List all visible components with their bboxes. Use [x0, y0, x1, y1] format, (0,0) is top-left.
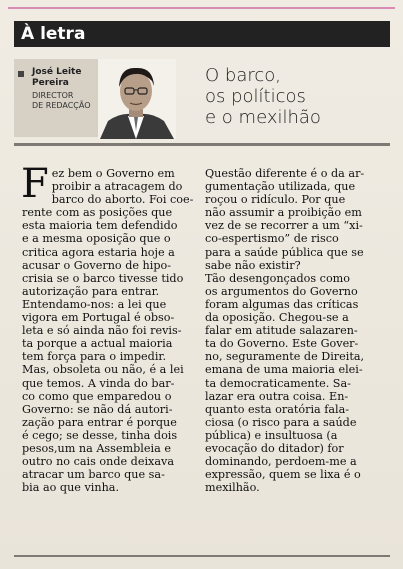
text-line: vigora em Portugal é obso-: [22, 311, 175, 325]
top-border-line: [8, 7, 395, 9]
text-line: atracar um barco que sa-: [22, 468, 165, 482]
text-line: não assumir a proibição em: [205, 206, 362, 220]
text-line: que temos. A vinda do bar-: [22, 376, 175, 390]
text-line: falar em atitude salazaren-: [205, 324, 358, 338]
text-line: lazar era outra coisa. En-: [205, 389, 349, 403]
text-line: roçou o ridículo. Por que: [205, 193, 346, 207]
text-line: ta porque a actual maioria: [22, 337, 173, 351]
text-line: ciosa (o risco para a saúde: [205, 415, 357, 429]
author-role: DIRECTOR DE REDACÇÃO: [32, 91, 91, 110]
text-line: dominando, perdoem-me a: [205, 455, 357, 469]
drop-cap: F: [21, 161, 49, 207]
article-column-right: [205, 167, 381, 494]
text-line: gumentação utilizada, que: [205, 180, 356, 194]
text-line: critica agora estaria hoje a: [22, 245, 175, 259]
author-name: José Leite Pereira: [32, 67, 82, 88]
text-line: outro no cais onde deixava: [22, 455, 174, 469]
text-line: proibir a atracagem do: [51, 180, 183, 194]
text-line: pública) e insultuosa (a: [205, 428, 338, 442]
text-line: co-espertismo” de risco: [205, 232, 339, 246]
text-line: esta maioria tem defendido: [22, 219, 178, 233]
text-line: Mas, obsoleta ou não, é a lei: [22, 363, 184, 377]
text-line: Entendamo-nos: a lei que: [22, 297, 167, 311]
text-line: foram algumas das críticas: [205, 297, 359, 311]
text-line: leta e só ainda não foi revis-: [22, 324, 182, 338]
text-line: expressão, quem se lixa é o: [205, 468, 361, 482]
text-line: rente com as posições que: [22, 206, 173, 220]
text-line: crisia se o barco tivesse tido: [22, 271, 184, 285]
text-line: emana de uma maioria elei-: [205, 363, 363, 377]
byline-marker: [18, 71, 24, 77]
section-title: À letra: [21, 24, 86, 44]
text-line: vez de se recorrer a um “xi-: [205, 219, 363, 233]
text-line: os argumentos do Governo: [205, 284, 358, 298]
section-header: [14, 21, 390, 47]
text-line: co como que emparedou o: [22, 389, 172, 403]
text-line: Tão desengonçados como: [205, 271, 351, 285]
text-line: acusar o Governo de hipo-: [22, 258, 172, 272]
text-line: e a mesma oposição que o: [22, 232, 171, 246]
text-line: zação para entrar é porque: [22, 415, 177, 429]
text-line: Governo: se não dá autori-: [22, 402, 173, 416]
text-line: ta do Governo. Este Gover-: [205, 337, 359, 351]
text-line: no, seguramente de Direita,: [205, 350, 365, 364]
text-line: bia ao que vinha.: [22, 481, 120, 495]
author-byline: [14, 59, 98, 137]
text-line: ez bem o Governo em: [51, 167, 175, 180]
text-line: quanto esta oratória fala-: [205, 402, 350, 416]
text-line: pesos,um na Assembleia e: [22, 441, 171, 455]
text-line: ta democraticamente. Sa-: [205, 376, 351, 390]
article-headline: O barco, os políticos e o mexilhão: [205, 65, 321, 128]
text-line: evocação do ditador) for: [205, 441, 344, 455]
text-line: tem força para o impedir.: [22, 350, 167, 364]
text-line: autorização para entrar.: [22, 284, 160, 298]
text-line: barco do aborto. Foi coe-: [51, 193, 194, 207]
bottom-divider: [14, 555, 390, 557]
text-line: mexilhão.: [205, 481, 260, 495]
text-line: para a saúde pública que se: [205, 245, 364, 259]
text-line: é cego; se desse, tinha dois: [22, 428, 178, 442]
text-line: Questão diferente é o da ar-: [205, 167, 365, 180]
author-portrait: [98, 59, 176, 139]
text-line: da oposição. Chegou-se a: [205, 311, 349, 325]
text-line: sabe não existir?: [205, 258, 301, 272]
headline-divider: [14, 143, 390, 146]
article-column-left: [21, 161, 198, 495]
